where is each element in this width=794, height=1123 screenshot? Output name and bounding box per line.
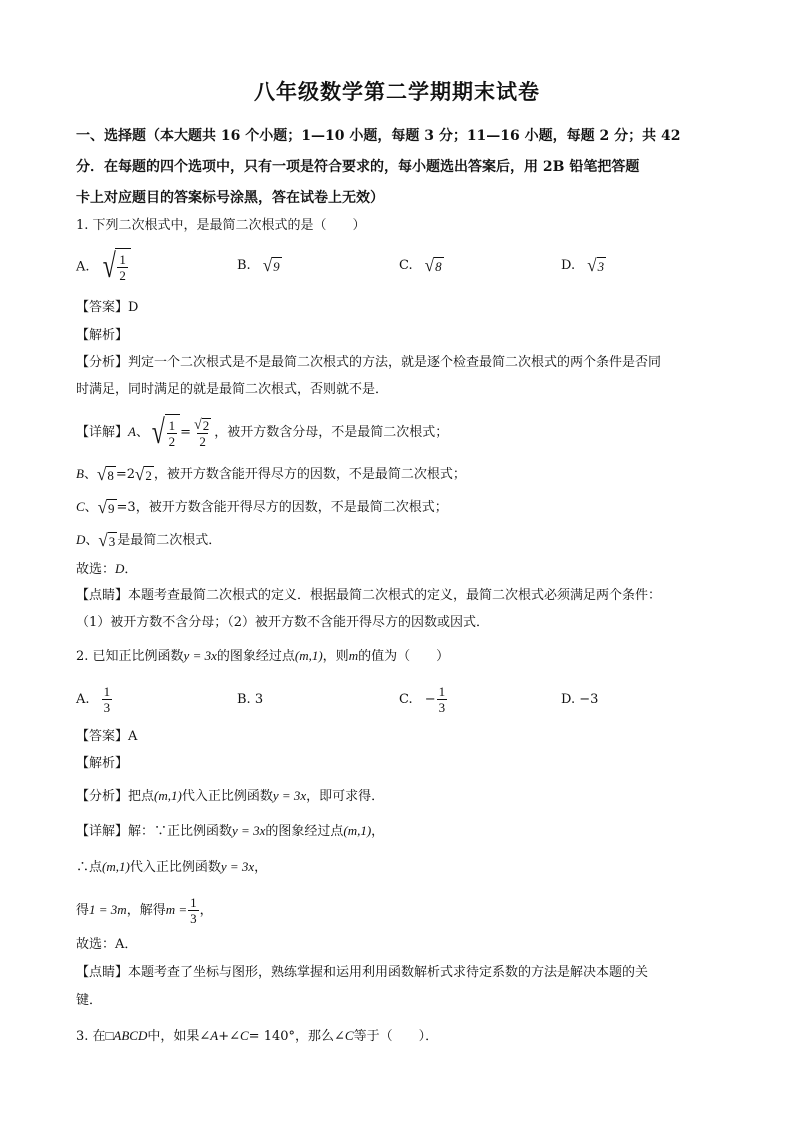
q2-comment-line1: 【点睛】本题考查了坐标与图形，熟练掌握和运用利用函数解析式求待定系数的方法是解决本题的关 [76, 965, 649, 980]
q2-detail-line1: 【详解】解：∵正比例函数y = 3x的图象经过点(m,1)， [76, 823, 385, 839]
q2-option-c: C. − $\frac{1}{3}$ [399, 684, 446, 715]
q1-analysis-line2: 时满足，同时满足的就是最简二次根式，否则就不是． [76, 382, 389, 397]
option-label: A. [76, 259, 90, 275]
q1-stem: 1. 下列二次根式中，是最简二次根式的是（ ） [76, 218, 366, 233]
q2-jiexi-heading: 【解析】 [76, 756, 129, 771]
section-instructions-line1: 一、选择题（本大题共 16 个小题；1—10 小题，每题 3 分；11—16 小题，每题 2 分；共 42 [76, 128, 681, 144]
q1-option-b: B. √ 9 [237, 255, 280, 275]
q1-detail-b: B、 √ 8 =2 √ 2 ，被开方数含能开得尽方的因数，不是最简二次根式； [76, 464, 466, 484]
section-instructions-line2: 分．在每题的四个选项中，只有一项是符合要求的，每小题选出答案后，用 2B 铅笔把答题 [76, 159, 640, 175]
q2-option-d: D. −3 [561, 692, 599, 707]
q1-option-c: C. √ 8 [399, 255, 442, 275]
q1-detail-c: C、 √ 9 =3，被开方数含能开得尽方的因数，不是最简二次根式； [76, 497, 448, 517]
q1-choice: 故选：D． [76, 561, 138, 577]
q2-answer: 【答案】A [76, 729, 138, 744]
q1-answer: 【答案】D [76, 300, 139, 315]
sqrt-expression: √ $\frac{1}{2}$ [100, 248, 131, 286]
q2-stem: 2. 已知正比例函数y = 3x的图象经过点(m,1)，则m的值为（ ） [76, 648, 450, 664]
q2-option-a: A. $\frac{1}{3}$ [76, 684, 111, 715]
q1-option-d: D. √ 3 [561, 255, 605, 275]
q1-detail-d: D、 √ 3 是最简二次根式． [76, 530, 222, 550]
q2-choice: 故选：A． [76, 937, 138, 952]
q2-detail-line2: ∴点(m,1)代入正比例函数y = 3x， [76, 859, 268, 875]
q2-comment-line2: 键． [76, 993, 103, 1008]
q3-stem: 3. 在□ABCD中，如果∠A+∠C= 140°，那么∠C等于（ ）． [76, 1028, 439, 1044]
q1-analysis-line1: 【分析】判定一个二次根式是不是最简二次根式的方法，就是逐个检查最简二次根式的两个条件是否同 [76, 355, 662, 370]
q1-detail-a: 【详解】A、 √ $\frac{1}{2}$ = √ 2 2 ，被开方数含分母，不是最简二次根式； [76, 413, 449, 451]
q2-analysis: 【分析】把点(m,1)代入正比例函数y = 3x，即可求得． [76, 788, 385, 804]
q1-comment-line2: （1）被开方数不含分母；（2）被开方数不含能开得尽方的因数或因式． [76, 615, 490, 630]
q2-detail-line3: 得1 = 3m，解得m = $\frac{1}{3}$ ， [76, 895, 213, 926]
page-title: 八年级数学第二学期期末试卷 [254, 79, 540, 104]
q2-option-b: B. 3 [237, 692, 264, 707]
section-instructions-line3: 卡上对应题目的答案标号涂黑，答在试卷上无效） [76, 190, 384, 206]
q1-comment-line1: 【点睛】本题考查最简二次根式的定义．根据最简二次根式的定义，最简二次根式必须满足两个条件： [76, 588, 662, 603]
q1-jiexi-heading: 【解析】 [76, 328, 129, 343]
q1-option-a [76, 248, 131, 286]
